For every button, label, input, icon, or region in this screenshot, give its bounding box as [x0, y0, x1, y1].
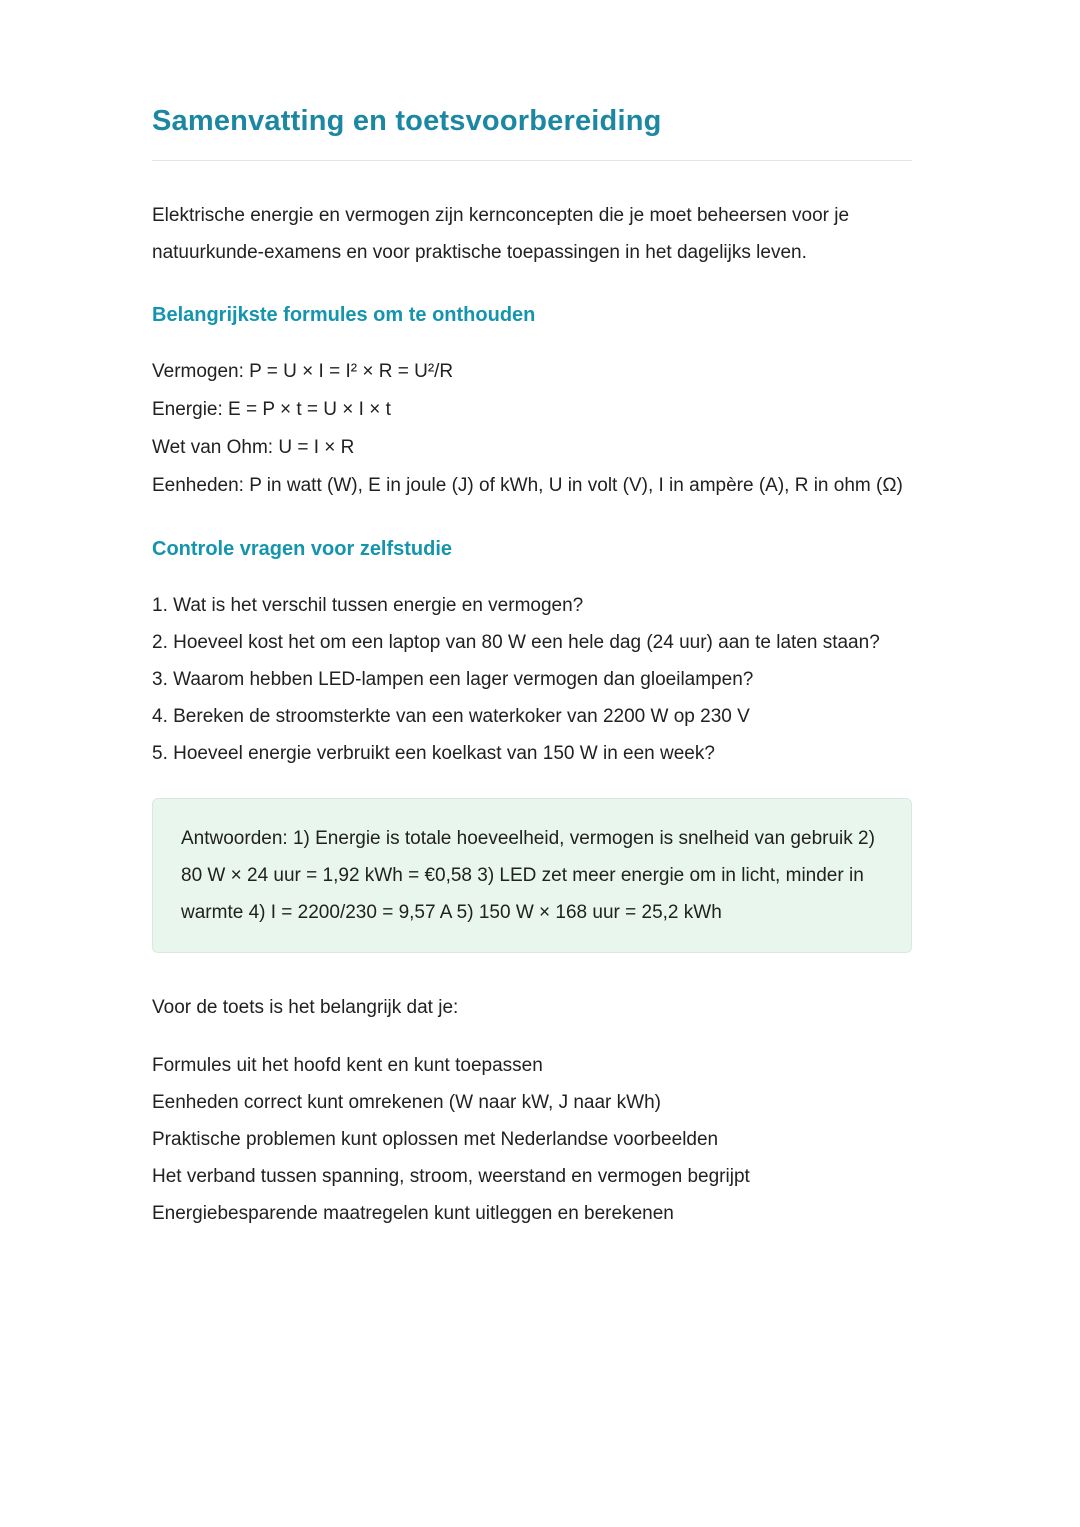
answers-box [152, 798, 912, 953]
exam-point: Eenheden correct kunt omrekenen (W naar kW, J naar kWh) [152, 1092, 661, 1113]
intro-paragraph: Elektrische energie en vermogen zijn kernconcepten die je moet beheersen voor je natuurkunde-examens en voor praktische toepassingen in het dagelijks leven. [152, 205, 850, 263]
question-item: 5. Hoeveel energie verbruikt een koelkast van 150 W in een week? [152, 743, 715, 764]
formula-line-energy: Energie: E = P × t = U × I × t [152, 399, 391, 420]
answers-text: Antwoorden: 1) Energie is totale hoeveelheid, vermogen is snelheid van gebruik 2) 80 W × 24 uur = 1,92 kWh = €0,58 3) LED zet meer energie om in licht, minder in warmte 4) I = 2200/230 = 9,57 A 5) 150 W × 168 uur = 25,2 kWh [181, 828, 875, 923]
questions-block [152, 587, 912, 772]
exam-point: Het verband tussen spanning, stroom, weerstand en vermogen begrijpt [152, 1166, 750, 1187]
exam-lead: Voor de toets is het belangrijk dat je: [152, 997, 459, 1018]
question-item: 2. Hoeveel kost het om een laptop van 80 W een hele dag (24 uur) aan te laten staan? [152, 632, 880, 653]
page-title: Samenvatting en toetsvoorbereiding [152, 105, 662, 137]
formula-line-ohms-law: Wet van Ohm: U = I × R [152, 437, 355, 458]
exam-point: Energiebesparende maatregelen kunt uitleggen en berekenen [152, 1203, 674, 1224]
title-divider [152, 160, 912, 161]
exam-point: Formules uit het hoofd kent en kunt toepassen [152, 1055, 543, 1076]
exam-point: Praktische problemen kunt oplossen met Nederlandse voorbeelden [152, 1129, 719, 1150]
question-item: 1. Wat is het verschil tussen energie en vermogen? [152, 595, 584, 616]
exam-points-block [152, 1047, 912, 1232]
question-item: 4. Bereken de stroomsterkte van een waterkoker van 2200 W op 230 V [152, 706, 750, 727]
section-heading-questions: Controle vragen voor zelfstudie [152, 538, 453, 560]
question-item: 3. Waarom hebben LED-lampen een lager vermogen dan gloeilampen? [152, 669, 754, 690]
formulas-block [152, 353, 912, 505]
formula-line-units: Eenheden: P in watt (W), E in joule (J) of kWh, U in volt (V), I in ampère (A), R in ohm (Ω) [152, 475, 903, 496]
document-page [152, 0, 912, 1232]
formula-line-power: Vermogen: P = U × I = I² × R = U²/R [152, 361, 454, 382]
section-heading-formulas: Belangrijkste formules om te onthouden [152, 304, 536, 326]
